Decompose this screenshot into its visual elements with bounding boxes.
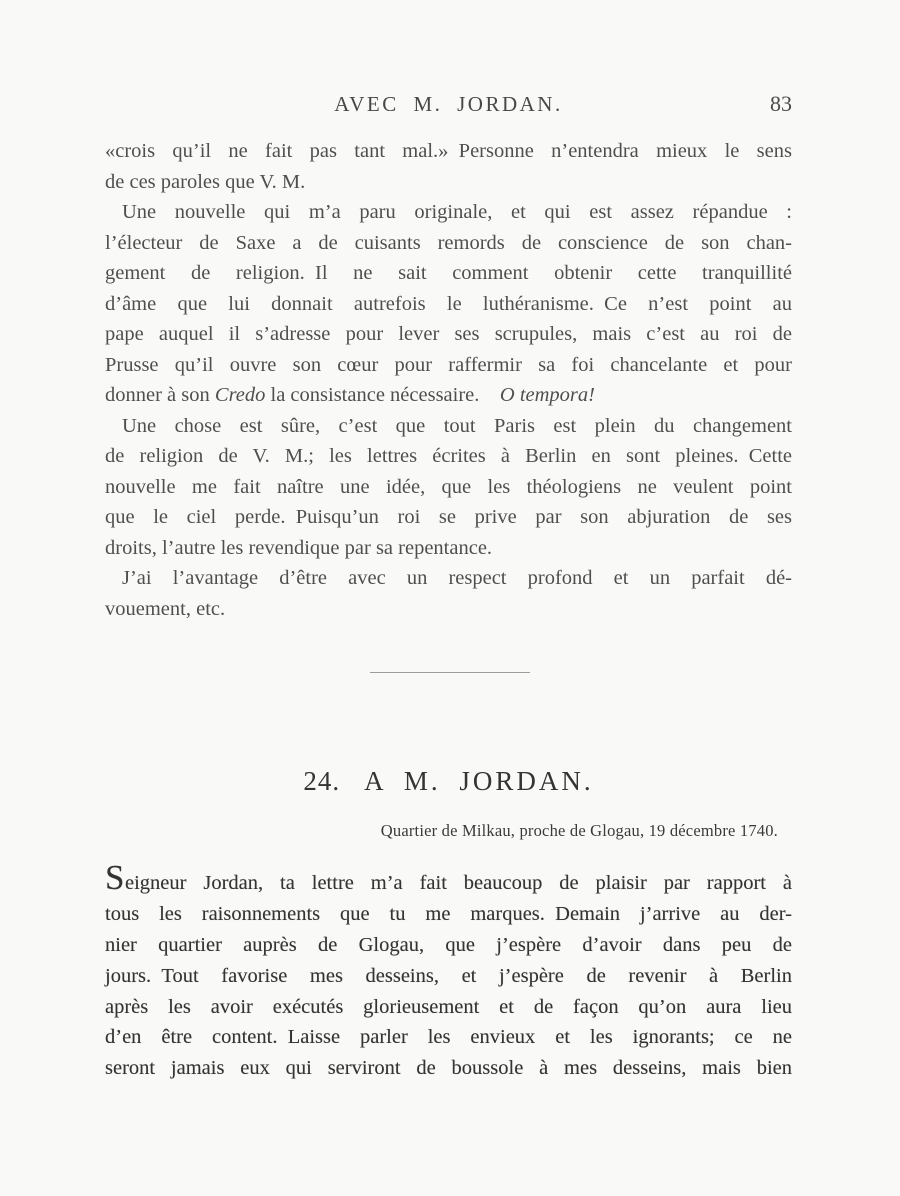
text-segment: gement de religion. Il ne sait comment obtenir cette tranquillité	[105, 262, 792, 284]
text-line	[105, 594, 792, 625]
running-header	[105, 92, 792, 120]
italic-text: O tempora!	[499, 384, 595, 406]
text-segment: nouvelle me fait naître une idée, que les théologiens ne veulent point	[105, 475, 792, 498]
text-segment: «crois qu’il ne fait pas tant mal.» Personne n’entendra mieux le sens	[105, 140, 792, 162]
text-line	[105, 1022, 792, 1053]
text-line	[105, 899, 792, 930]
text-line	[105, 350, 792, 381]
section-divider	[370, 672, 530, 673]
text-line	[105, 961, 792, 992]
dateline: Quartier de Milkau, proche de Glogau, 19 décembre 1740.	[380, 821, 778, 840]
text-segment: d’en être content. Laisse parler les envieux et les ignorants; ce ne	[105, 1026, 792, 1049]
page-number: 83	[770, 91, 792, 116]
text-segment: la consistance nécessaire.	[265, 384, 500, 406]
text-segment: donner à son	[105, 384, 215, 406]
text-segment: seront jamais eux qui serviront de boussole à mes desseins, mais bien	[105, 1057, 792, 1080]
text-segment: eigneur Jordan, ta lettre m’a fait beaucoup de plaisir par rapport à	[124, 872, 792, 894]
text-segment: de religion de V. M.; les lettres écrites à Berlin en sont pleines. Cette	[105, 445, 792, 467]
text-line	[105, 411, 792, 442]
text-line	[105, 502, 792, 533]
text-segment: que le ciel perde. Puisqu’un roi se prive par son abjuration de ses	[105, 506, 792, 528]
text-line	[105, 930, 792, 961]
text-line	[105, 167, 792, 198]
letter-24-text	[105, 858, 792, 1084]
text-line	[105, 197, 792, 228]
text-line	[105, 1053, 792, 1084]
text-segment: pape auquel il s’adresse pour lever ses scrupules, mais c’est au roi de	[105, 323, 792, 345]
running-title: AVEC M. JORDAN.	[334, 92, 563, 116]
text-segment: tous les raisonnements que tu me marques. Demain j’arrive au der-	[105, 902, 792, 925]
text-segment: l’électeur de Saxe a de cuisants remords de conscience de son chan-	[105, 231, 792, 254]
text-segment: vouement, etc.	[105, 597, 226, 620]
letter-heading	[105, 766, 792, 797]
text-line	[105, 289, 792, 320]
text-segment: Une nouvelle qui m’a paru originale, et qui est assez répandue :	[122, 201, 792, 223]
text-line	[105, 136, 792, 167]
italic-text: Credo	[214, 384, 266, 406]
text-line	[105, 228, 792, 259]
text-segment: Prusse qu’il ouvre son cœur pour raffermir sa foi chancelante et pour	[105, 353, 792, 376]
text-line	[105, 563, 792, 594]
text-segment: droits, l’autre les revendique par sa repentance.	[105, 536, 493, 559]
text-line	[105, 258, 792, 289]
text-line	[105, 441, 792, 472]
text-segment: d’âme que lui donnait autrefois le luthéranisme. Ce n’est point au	[105, 292, 792, 315]
text-segment: nier quartier auprès de Glogau, que j’espère d’avoir dans peu de	[105, 933, 792, 956]
text-segment: Une chose est sûre, c’est que tout Paris est plein du changement	[122, 414, 792, 437]
text-segment: J’ai l’avantage d’être avec un respect profond et un parfait dé-	[122, 567, 792, 589]
letter-23-text	[105, 136, 792, 624]
text-line	[105, 858, 792, 899]
text-segment: jours. Tout favorise mes desseins, et j’espère de revenir à Berlin	[105, 964, 792, 987]
text-segment: de ces paroles que V. M.	[105, 170, 306, 193]
text-line	[105, 380, 792, 411]
text-segment: après les avoir exécutés glorieusement et de façon qu’on aura lieu	[105, 995, 792, 1018]
text-line	[105, 992, 792, 1023]
drop-cap: S	[105, 858, 125, 897]
letter-addressee: A M. JORDAN.	[364, 766, 594, 796]
letter-number: 24.	[303, 766, 341, 796]
text-line	[105, 319, 792, 350]
text-line	[105, 472, 792, 503]
text-line	[105, 533, 792, 564]
